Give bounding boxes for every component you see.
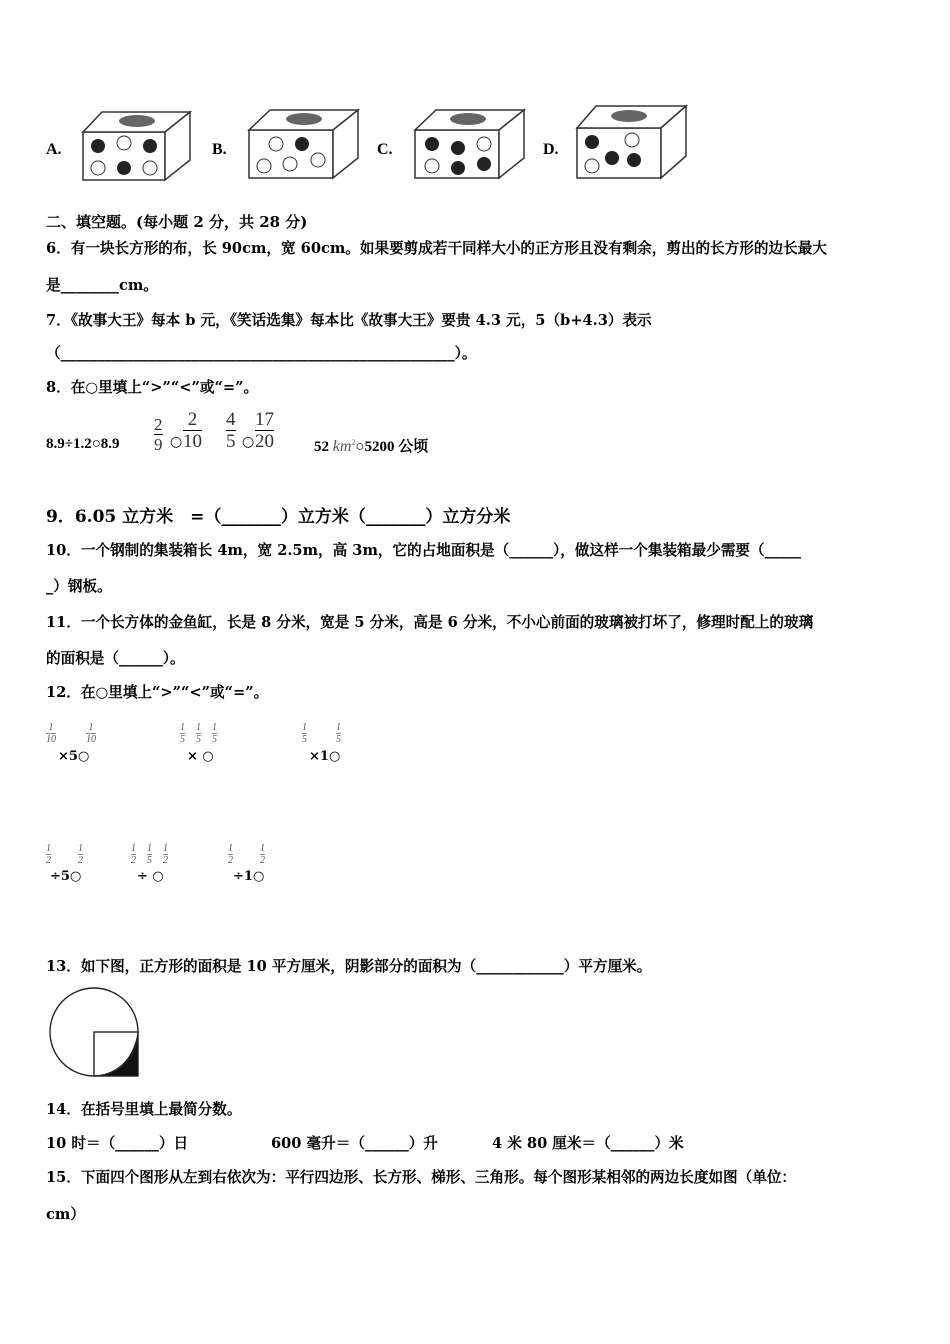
q8-circle-1: ○: [170, 434, 183, 450]
q8-title: 8．在○里填上“>”“<”或“=”。: [46, 379, 259, 396]
q14-part3: 4 米 80 厘米＝（______）米: [492, 1135, 684, 1152]
q7-line2: （______________________________________________________）。: [46, 345, 477, 362]
q8-fraction-2-10: 2 10: [183, 409, 202, 452]
option-a-label: A.: [46, 141, 62, 158]
q12-expr-b1: ÷5○: [50, 869, 82, 884]
q12-expr-a1: ×5○: [58, 749, 90, 764]
q12-frac-1-2-e: 1 2: [228, 843, 233, 866]
q13-figure: [46, 986, 142, 1080]
q14-title: 14．在括号里填上最简分数。: [46, 1101, 242, 1118]
q8-fraction-17-20: 17 20: [255, 409, 274, 452]
q8-expr1: 8.9÷1.2○8.9: [46, 436, 120, 452]
q12-expr-a3: ×1○: [309, 749, 341, 764]
q12-frac-1-2-b: 1 2: [78, 843, 83, 866]
q10-line2: _）钢板。: [46, 578, 112, 595]
q8-circle-2: ○: [242, 434, 255, 450]
q12-frac-1-10-a: 1 10: [46, 722, 56, 745]
q12-frac-1-2-d: 1 2: [163, 843, 168, 866]
q15-line2: cm）: [46, 1206, 85, 1223]
q8-fraction-2-9: 2 9: [154, 415, 163, 454]
box-b-figure: [246, 108, 360, 180]
section-title: 二、填空题。(每小题 2 分，共 28 分): [46, 213, 308, 231]
q10-line1: 10．一个钢制的集装箱长 4m，宽 2.5m，高 3m，它的占地面积是（______），做这样一个集装箱最少需要（_____: [46, 542, 802, 559]
q14-part1: 10 时＝（______）日: [46, 1135, 189, 1152]
q6-line1: 6．有一块长方形的布，长 90cm，宽 60cm。如果要剪成若干同样大小的正方形且没有剩余，剪出的长方形的边长最大: [46, 240, 827, 257]
q8-expr3: 52 $km^2○5200$ 公顷: [314, 438, 429, 455]
q12-frac-1-2-f: 1 2: [260, 843, 265, 866]
q12-frac-1-5-e: 1 5: [336, 722, 341, 745]
q14-part2: 600 毫升＝（______）升: [271, 1135, 438, 1152]
q12-frac-1-5-c: 1 5: [212, 722, 217, 745]
q7-line1: 7．《故事大王》每本 b 元，《笑话选集》每本比《故事大王》要贵 4.3 元，5（b+4.3）表示: [46, 312, 652, 329]
q12-expr-b2: ÷ ○: [137, 869, 164, 884]
box-d-figure: [574, 104, 688, 184]
q12-frac-1-2-a: 1 2: [46, 843, 51, 866]
q12-frac-1-5-f: 1 5: [147, 843, 152, 866]
q12-frac-1-5-b: 1 5: [196, 722, 201, 745]
q12-frac-1-2-c: 1 2: [131, 843, 136, 866]
q8-fraction-4-5: 4 5: [226, 409, 236, 452]
q12-frac-1-10-b: 1 10: [86, 722, 96, 745]
option-c-label: C.: [377, 141, 393, 158]
q15-line1: 15．下面四个图形从左到右依次为：平行四边形、长方形、梯形、三角形。每个图形某相邻的两边长度如图（单位：: [46, 1169, 797, 1186]
box-c-figure: [412, 108, 526, 182]
q12-expr-a2: × ○: [187, 749, 214, 764]
box-a-figure: [80, 110, 192, 182]
q6-line2: 是________cm。: [46, 277, 158, 294]
option-b-label: B.: [212, 141, 227, 158]
q12-title: 12．在○里填上“>”“<”或“=”。: [46, 684, 269, 701]
q11-line2: 的面积是（______）。: [46, 650, 185, 667]
q12-frac-1-5-a: 1 5: [180, 722, 185, 745]
q12-expr-b3: ÷1○: [233, 869, 265, 884]
q11-line1: 11．一个长方体的金鱼缸，长是 8 分米，宽是 5 分米，高是 6 分米，不小心前面的玻璃被打坏了，修理时配上的玻璃: [46, 614, 814, 631]
q13-line: 13．如下图，正方形的面积是 10 平方厘米，阴影部分的面积为（____________）平方厘米。: [46, 958, 652, 975]
q9-line: 9．6.05 立方米 =（_______）立方米（_______）立方分米: [46, 507, 511, 527]
option-d-label: D.: [543, 141, 559, 158]
q12-frac-1-5-d: 1 5: [302, 722, 307, 745]
